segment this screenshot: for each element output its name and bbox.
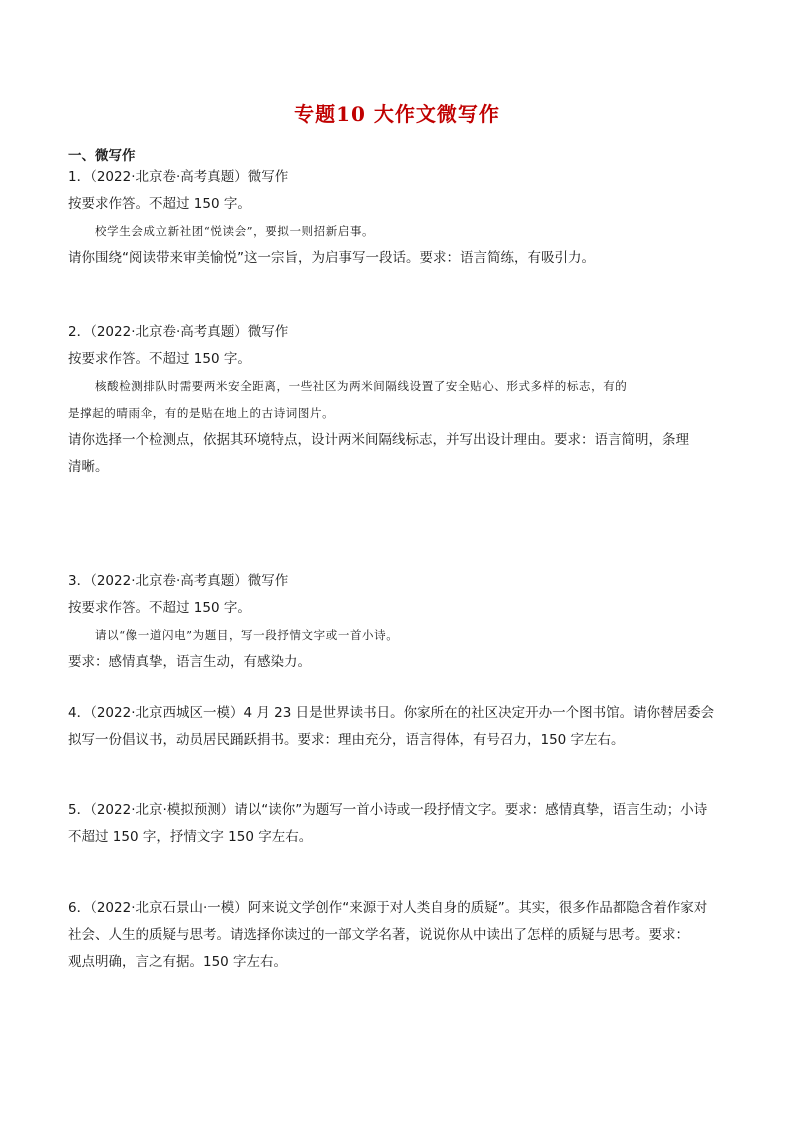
- question-material: 请以“像一道闪电”为题目，写一段抒情文字或一首小诗。: [95, 628, 399, 642]
- question-material-cont: 是撑起的晴雨伞，有的是贴在地上的古诗词图片。: [68, 406, 335, 420]
- question-header: 1．（2022·北京卷·高考真题）微写作: [68, 169, 289, 185]
- question-line: 观点明确，言之有据。150 字左右。: [68, 954, 288, 970]
- question-task: 请你围绕“阅读带来审美愉悦”这一宗旨，为启事写一段话。要求：语言简练，有吸引力。: [68, 250, 595, 266]
- section-heading: 一、微写作: [68, 148, 136, 164]
- question-line: 6．（2022·北京石景山·一模）阿来说文学创作“来源于对人类自身的质疑”。其实，很多作品都隐含着作家对: [68, 900, 708, 916]
- document-title: 专题10 大作文微写作: [294, 102, 500, 126]
- question-material: 校学生会成立新社团“悦读会”，要拟一则招新启事。: [95, 224, 375, 238]
- question-task: 要求：感情真挚，语言生动，有感染力。: [68, 654, 311, 670]
- question-6: [68, 895, 728, 976]
- question-header: 3．（2022·北京卷·高考真题）微写作: [68, 573, 289, 589]
- question-2: [68, 319, 728, 481]
- question-task-cont: 清晰。: [68, 459, 109, 475]
- question-instruction: 按要求作答。不超过 150 字。: [68, 196, 251, 212]
- question-line: 拟写一份倡议书，动员居民踊跃捐书。要求：理由充分，语言得体，有号召力，150 字左右。: [68, 732, 625, 748]
- question-task: 请你选择一个检测点，依据其环境特点，设计两米间隔线标志，并写出设计理由。要求：语言简明，条理: [68, 432, 689, 448]
- question-3: [68, 568, 728, 676]
- question-instruction: 按要求作答。不超过 150 字。: [68, 351, 251, 367]
- question-1: [68, 164, 728, 272]
- question-5: [68, 797, 728, 851]
- question-4: [68, 700, 728, 754]
- question-line: 社会、人生的质疑与思考。请选择你读过的一部文学名著，说说你从中读出了怎样的质疑与思考。要求：: [68, 927, 689, 943]
- question-header: 2．（2022·北京卷·高考真题）微写作: [68, 324, 289, 340]
- question-instruction: 按要求作答。不超过 150 字。: [68, 600, 251, 616]
- question-line: 5．（2022·北京·模拟预测）请以“读你”为题写一首小诗或一段抒情文字。要求：感情真挚，语言生动；小诗: [68, 802, 708, 818]
- question-line: 4．（2022·北京西城区一模）4 月 23 日是世界读书日。你家所在的社区决定开办一个图书馆。请你替居委会: [68, 705, 715, 721]
- question-line: 不超过 150 字，抒情文字 150 字左右。: [68, 829, 313, 845]
- question-material: 核酸检测排队时需要两米安全距离，一些社区为两米间隔线设置了安全贴心、形式多样的标志，有的: [95, 379, 628, 393]
